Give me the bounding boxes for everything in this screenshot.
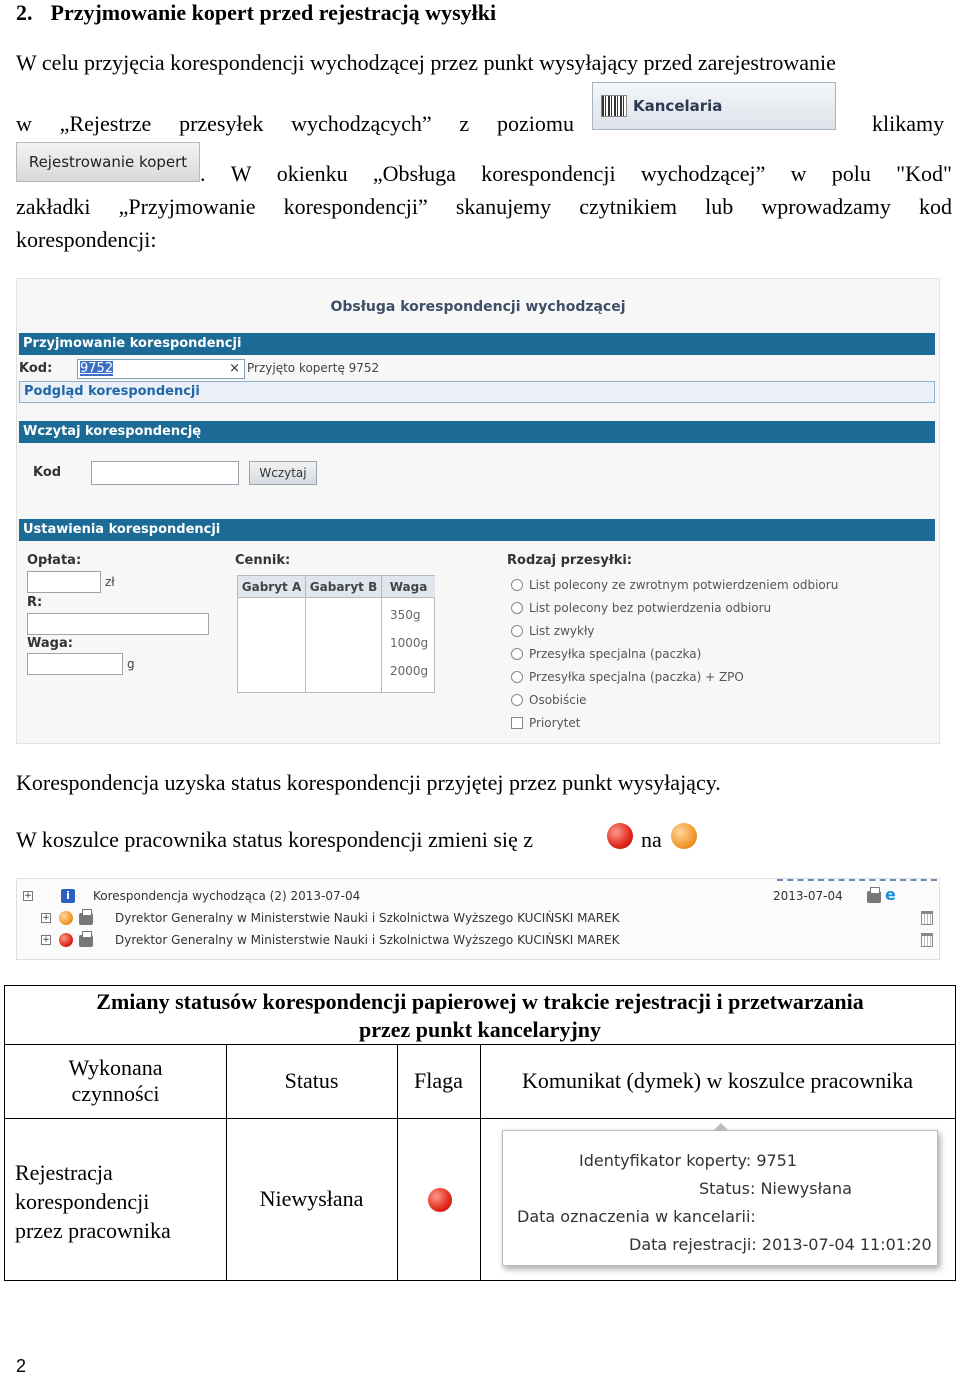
- podglad-section-bar[interactable]: Podgląd korespondencji: [19, 381, 935, 403]
- radio-icon: [511, 694, 523, 706]
- cennik-label: Cennik:: [235, 553, 291, 568]
- radio-icon: [511, 602, 523, 614]
- orange-flag-icon: [59, 911, 73, 925]
- rejestrowanie-kopert-button[interactable]: Rejestrowanie kopert: [16, 142, 200, 182]
- red-flag-icon: [59, 933, 73, 947]
- page-number: 2: [16, 1356, 27, 1376]
- kod-label: Kod:: [19, 361, 53, 376]
- waga-2000: 2000g: [390, 664, 429, 678]
- red-flag-icon: [428, 1188, 452, 1212]
- para3-before: W koszulce pracownika status korespondencji zmieni się z: [16, 827, 534, 852]
- radio-option[interactable]: List polecony bez potwierdzenia odbioru: [511, 596, 838, 619]
- przyjeto-message: Przyjęto kopertę 9752: [247, 361, 380, 375]
- list-group-header[interactable]: + i Korespondencja wychodząca (2) 2013-07-04 2013-07-04 e: [24, 885, 896, 904]
- przyjmowanie-section-bar[interactable]: Przyjmowanie korespondencji: [19, 333, 935, 355]
- waga-input[interactable]: [27, 653, 123, 675]
- header-flaga: Flaga: [414, 1068, 463, 1093]
- red-dot-icon: [607, 823, 633, 849]
- barcode-icon: [601, 95, 627, 117]
- obsluga-korespondencji-window: [16, 278, 940, 744]
- cennik-table: [237, 575, 435, 693]
- radio-option[interactable]: Przesyłka specjalna (paczka) + ZPO: [511, 665, 838, 688]
- orange-dot-icon: [671, 823, 697, 849]
- e-delivery-icon[interactable]: e: [885, 885, 896, 904]
- printer-icon[interactable]: [867, 891, 881, 903]
- oplata-label: Opłata:: [27, 553, 82, 568]
- para1-line2: w „Rejestrze przesyłek wychodzących” z poziomu: [16, 111, 574, 136]
- kod-input[interactable]: 9752 ×: [77, 359, 245, 379]
- r-label: R:: [27, 595, 43, 610]
- header-komunikat: Komunikat (dymek) w koszulce pracownika: [522, 1068, 913, 1093]
- kancelaria-button[interactable]: Kancelaria: [592, 82, 836, 130]
- clear-icon[interactable]: ×: [229, 361, 240, 376]
- rodzaj-przesylki-list: [511, 573, 838, 734]
- window-title: Obsługa korespondencji wychodzącej: [330, 299, 626, 315]
- table-caption: Zmiany statusów korespondencji papierowej w trakcie rejestracji i przetwarzania przez punkt kancelaryjny: [96, 989, 864, 1042]
- printer-icon[interactable]: [79, 935, 93, 947]
- wczytaj-section-bar[interactable]: Wczytaj korespondencję: [19, 421, 935, 443]
- radio-icon: [511, 579, 523, 591]
- col-gabaryt-a: Gabryt A: [238, 576, 306, 598]
- trash-icon[interactable]: [921, 911, 933, 925]
- wczytaj-button[interactable]: Wczytaj: [249, 461, 317, 485]
- radio-icon: [511, 648, 523, 660]
- radio-option[interactable]: Osobiście: [511, 688, 838, 711]
- trash-icon[interactable]: [921, 933, 933, 947]
- radio-option[interactable]: List polecony ze zwrotnym potwierdzeniem odbioru: [511, 573, 838, 596]
- kod2-label: Kod: [33, 465, 62, 480]
- para1-line3: . W okienku „Obsługa korespondencji wychodzącej” w polu "Kod": [200, 161, 952, 186]
- list-item[interactable]: + Dyrektor Generalny w Ministerstwie Nauki i Szkolnictwa Wyższego KUCIŃSKI MAREK: [17, 931, 939, 952]
- para2: Korespondencja uzyska status korespondencji przyjętej przez punkt wysyłający.: [16, 770, 721, 795]
- header-czynnosc: Wykonana czynności: [68, 1055, 163, 1106]
- kod2-input[interactable]: [91, 461, 239, 485]
- expand-icon[interactable]: +: [42, 913, 50, 923]
- list-item[interactable]: + Dyrektor Generalny w Ministerstwie Nauki i Szkolnictwa Wyższego KUCIŃSKI MAREK: [17, 909, 939, 930]
- radio-icon: [511, 671, 523, 683]
- g-unit: g: [127, 657, 135, 671]
- r-input[interactable]: [27, 613, 209, 635]
- row-czynnosc: Rejestracja korespondencji przez pracownika: [15, 1160, 171, 1243]
- priorytet-checkbox[interactable]: Priorytet: [511, 711, 838, 734]
- waga-label: Waga:: [27, 636, 73, 651]
- radio-icon: [511, 625, 523, 637]
- waga-1000: 1000g: [390, 636, 429, 650]
- expand-icon[interactable]: +: [24, 891, 32, 901]
- radio-option[interactable]: List zwykły: [511, 619, 838, 642]
- status-tooltip: Identyfikator koperty: 9751 Status: Niewysłana Data oznaczenia w kancelarii: Data rejestracji: 2013-07-04 11:01:20: [502, 1130, 938, 1266]
- info-icon: i: [61, 889, 75, 903]
- para1-klikamy: klikamy: [872, 111, 945, 136]
- rodzaj-label: Rodzaj przesyłki:: [507, 553, 633, 568]
- zl-unit: zł: [105, 575, 115, 589]
- para1-line5: korespondencji:: [16, 227, 157, 252]
- para1-line4: zakładki „Przyjmowanie korespondencji” skanujemy czytnikiem lub wprowadzamy kod: [16, 194, 952, 219]
- printer-icon[interactable]: [79, 913, 93, 925]
- waga-350: 350g: [390, 608, 421, 622]
- checkbox-icon: [511, 717, 523, 729]
- para1-line1: W celu przyjęcia korespondencji wychodzącej przez punkt wysyłający przed zarejestrowanie: [16, 50, 836, 75]
- expand-icon[interactable]: +: [42, 935, 50, 945]
- header-status: Status: [284, 1068, 339, 1093]
- para3-middle: na: [641, 827, 662, 852]
- oplata-input[interactable]: [27, 571, 101, 593]
- radio-option[interactable]: Przesyłka specjalna (paczka): [511, 642, 838, 665]
- section-heading: 2. Przyjmowanie kopert przed rejestracją wysyłki: [16, 0, 497, 25]
- koszulka-pracownika-list: [16, 878, 940, 960]
- col-waga: Waga: [382, 576, 435, 598]
- ustawienia-section-bar[interactable]: Ustawienia korespondencji: [19, 519, 935, 541]
- row-status: Niewysłana: [259, 1186, 364, 1211]
- col-gabaryt-b: Gabaryt B: [306, 576, 382, 598]
